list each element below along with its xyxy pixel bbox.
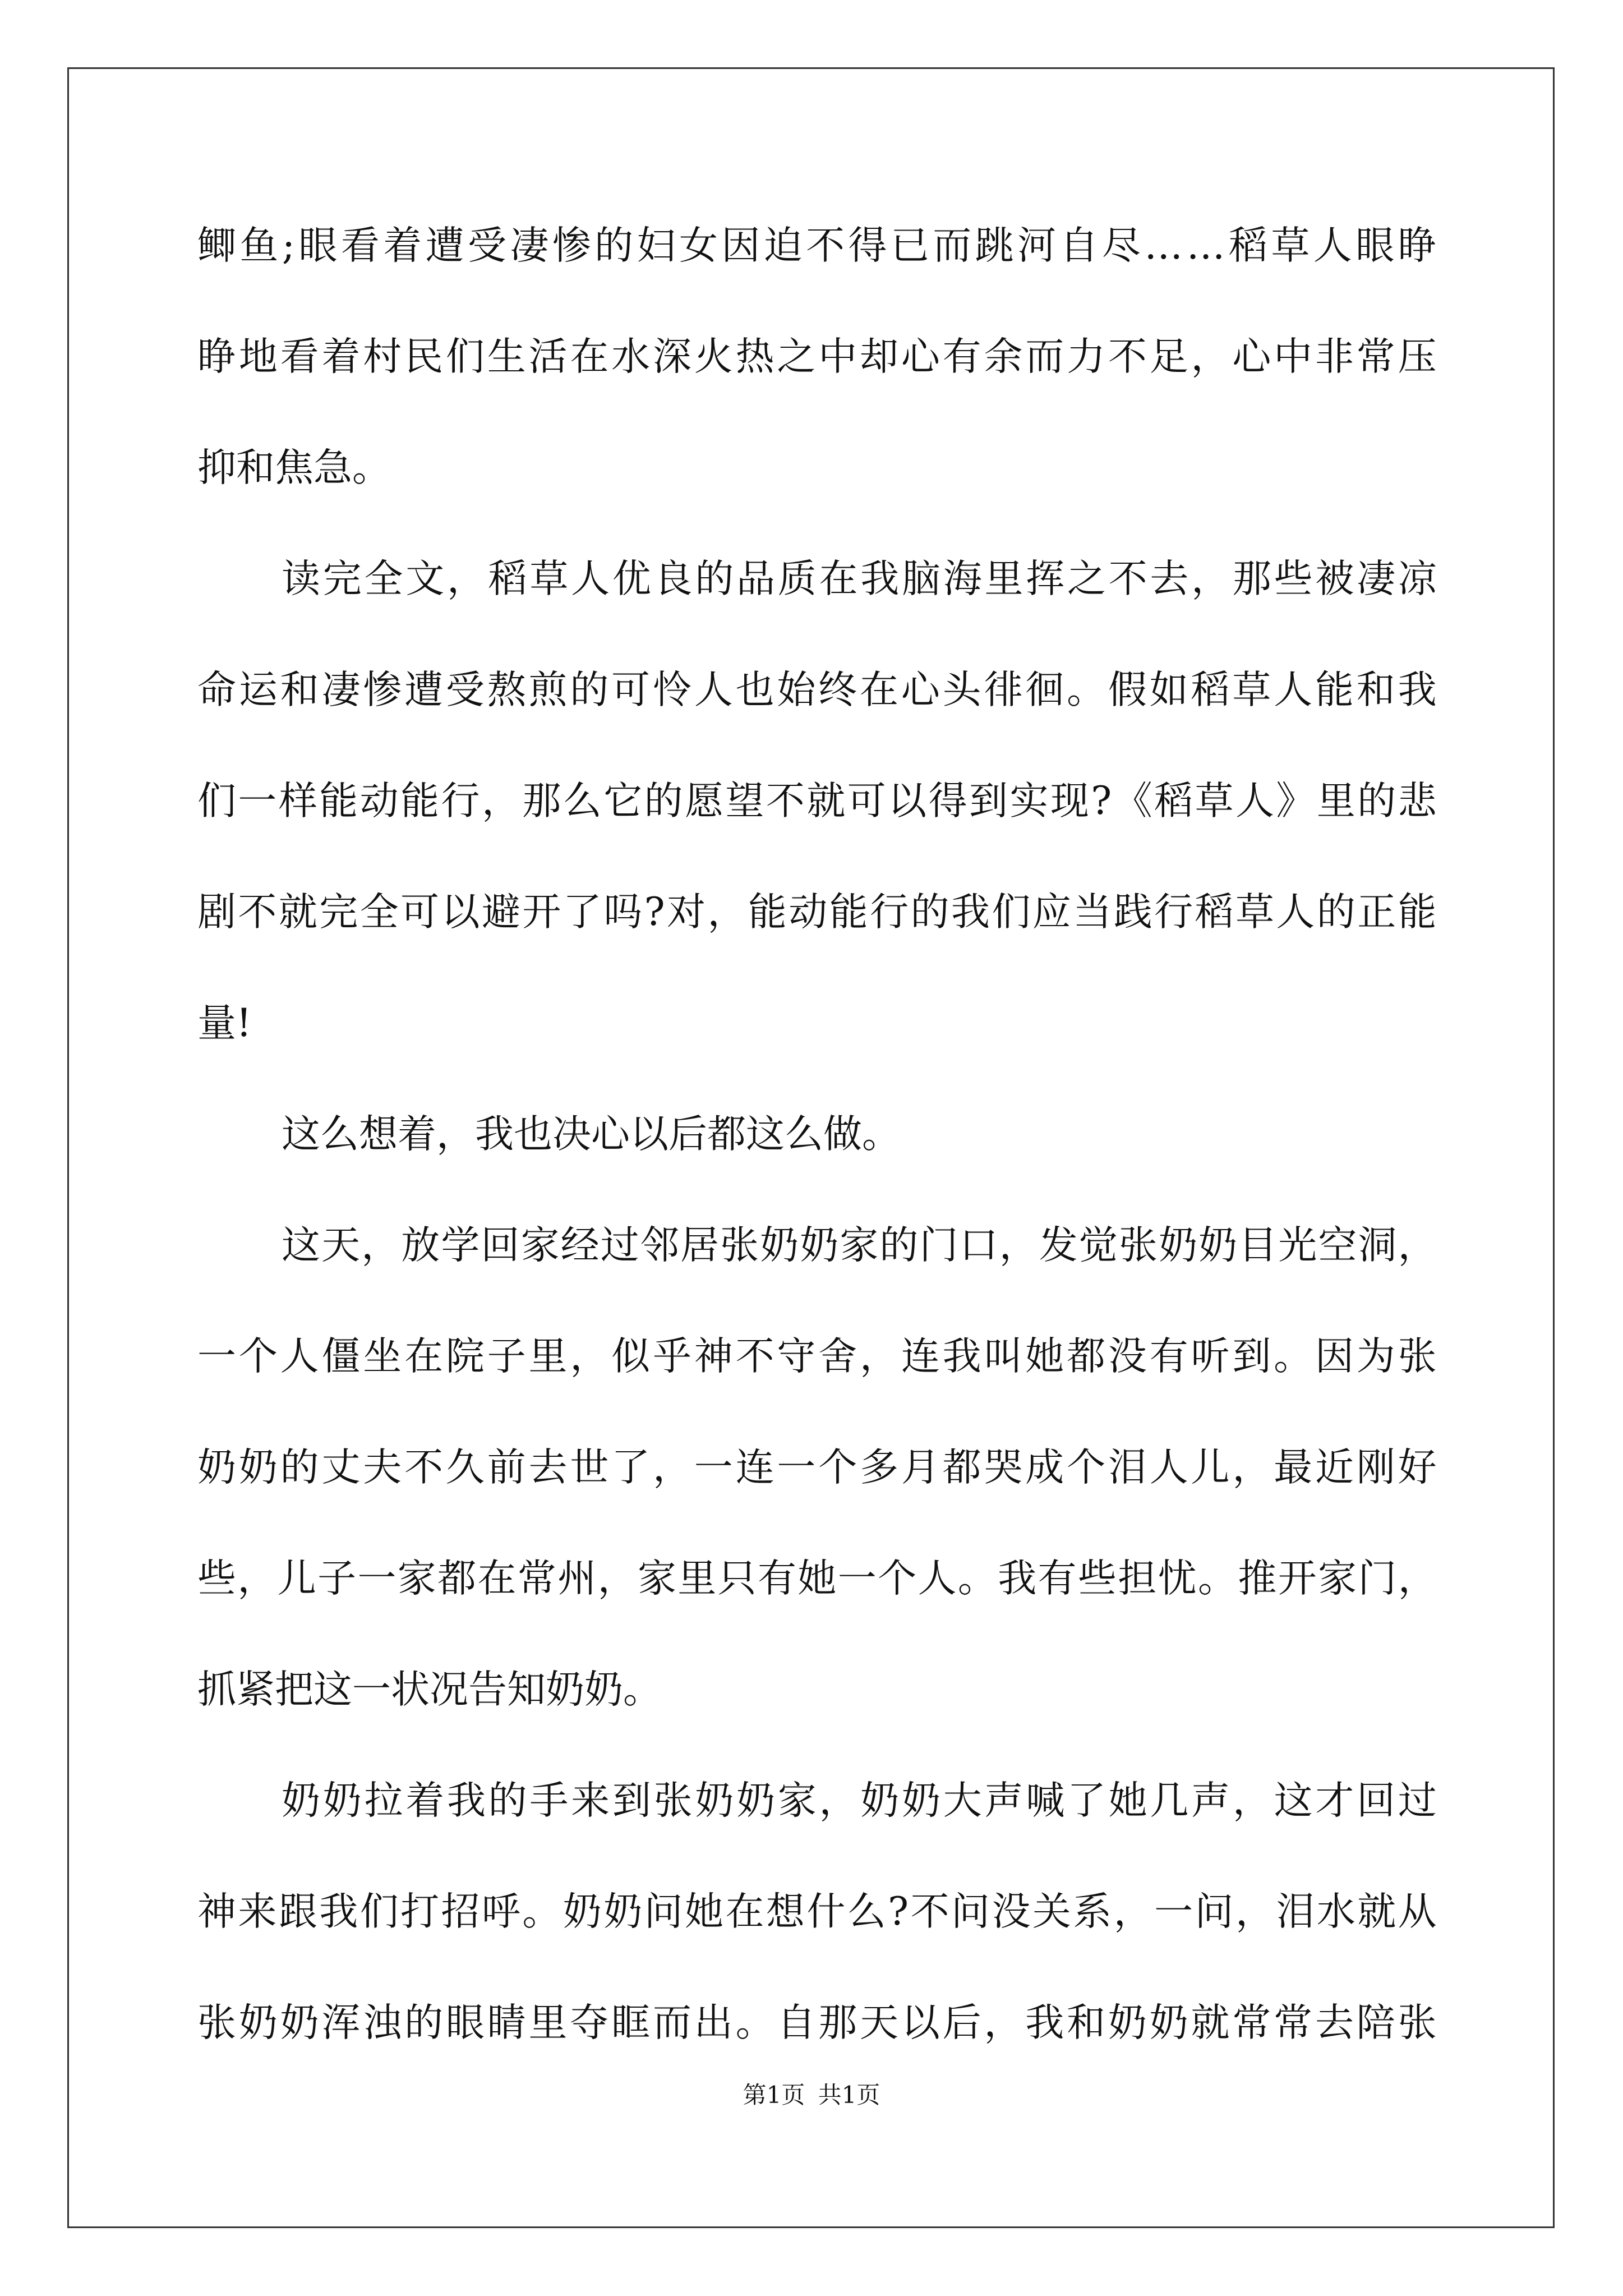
text-line: 一 个 人 僵 坐 在 院 子 里 ， 似 乎 神 不 守 舍 ， 连 我 叫 她 都 没 有 听 到 。 因 为 张 [197,1334,1437,1379]
text-line: 读 完 全 文 ， 稻 草 人 优 良 的 品 质 在 我 脑 海 里 挥 之 不 去 ， 那 些 被 凄 凉 [282,556,1437,601]
text-line: 们 一 样 能 动 能 行 ， 那 么 它 的 愿 望 不 就 可 以 得 到 实 现 ? 《 稻 草 人 》 里 的 悲 [197,779,1437,823]
text-line: 量! [197,1001,252,1046]
text-line: 这 天 ， 放 学 回 家 经 过 邻 居 张 奶 奶 家 的 门 口 ， 发 觉 张 奶 奶 目 光 空 洞 ， [282,1223,1437,1268]
document-body [197,212,1437,2100]
text-line: 命 运 和 凄 惨 遭 受 熬 煎 的 可 怜 人 也 始 终 在 心 头 徘 徊 。 假 如 稻 草 人 能 和 我 [197,668,1437,712]
text-line: 神 来 跟 我 们 打 招 呼 。 奶 奶 问 她 在 想 什 么 ? 不 问 没 关 系 ， 一 问 ， 泪 水 就 从 [197,1889,1437,1934]
text-line: 这么想着，我也决心以后都这么做。 [282,1112,901,1157]
text-line: 些 ， 儿 子 一 家 都 在 常 州 ， 家 里 只 有 她 一 个 人 。 我 有 些 担 忧 。 推 开 家 门 ， [197,1556,1437,1601]
text-line: 剧 不 就 完 全 可 以 避 开 了 吗 ? 对 ， 能 动 能 行 的 我 们 应 当 践 行 稻 草 人 的 正 能 [197,890,1437,935]
text-line: 奶 奶 的 丈 夫 不 久 前 去 世 了 ， 一 连 一 个 多 月 都 哭 成 个 泪 人 儿 ， 最 近 刚 好 [197,1445,1437,1490]
text-line: 张 奶 奶 浑 浊 的 眼 睛 里 夺 眶 而 出 。 自 那 天 以 后 ， 我 和 奶 奶 就 常 常 去 陪 张 [197,2000,1437,2045]
text-line: 鲫 鱼 ; 眼 看 着 遭 受 凄 惨 的 妇 女 因 迫 不 得 已 而 跳 河 自 尽 … … 稻 草 人 眼 睁 [197,223,1437,268]
page-footer: 第1页 共1页 [743,2081,880,2109]
text-line: 奶 奶 拉 着 我 的 手 来 到 张 奶 奶 家 ， 奶 奶 大 声 喊 了 她 几 声 ， 这 才 回 过 [282,1778,1437,1823]
text-line: 抑和焦急。 [197,445,391,490]
text-line: 抓紧把这一状况告知奶奶。 [197,1667,662,1712]
text-line: 睁 地 看 着 村 民 们 生 活 在 水 深 火 热 之 中 却 心 有 余 而 力 不 足 ， 心 中 非 常 压 [197,334,1437,379]
